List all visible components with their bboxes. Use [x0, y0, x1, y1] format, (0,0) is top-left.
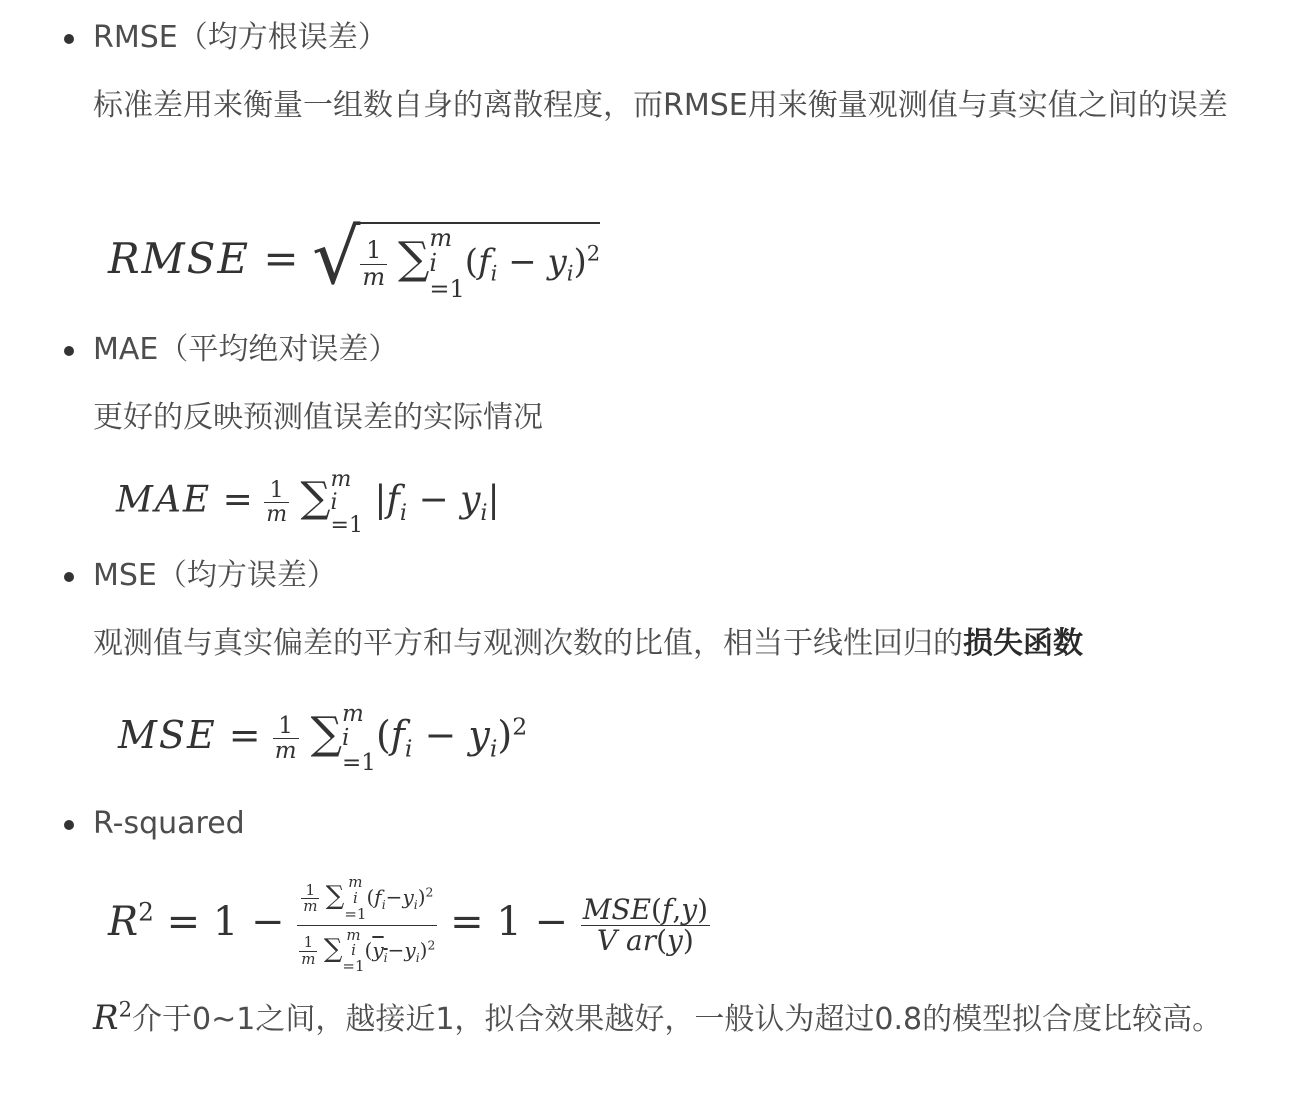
- heading-term: RMSE: [93, 20, 178, 55]
- rsquared-description: [93, 992, 1253, 1046]
- heading-paren: （均方根误差）: [177, 20, 388, 55]
- mae-description: 更好的反映预测值误差的实际情况: [93, 400, 543, 435]
- mse-description-text: 观测值与真实偏差的平方和与观测次数的比值，相当于线性回归的: [93, 626, 963, 661]
- rsquared-heading: R-squared: [93, 806, 245, 841]
- list-bullet: [64, 820, 74, 830]
- list-bullet: [64, 346, 74, 356]
- rsquared-description-text: 介于0~1之间，越接近1，拟合效果越好，一般认为超过0.8的模型拟合度比较高。: [132, 1002, 1223, 1037]
- mse-formula: MSE = $\frac{1}{m}$ ∑ m i =1 $(f_i - y_i)^2$: [118, 701, 528, 776]
- list-bullet: [64, 572, 74, 582]
- mse-description: [93, 618, 1253, 670]
- heading-paren: （平均绝对误差）: [158, 332, 399, 367]
- r-squared-symbol: $R^2$: [93, 996, 133, 1038]
- mae-formula: MAE = $\frac{1}{m}$ ∑ m i =1 $|f_i - y_i|$: [116, 467, 500, 539]
- heading-term: MSE: [93, 558, 157, 593]
- rsquared-formula: $R^2 = 1$ − $\frac{1}{m}$ ∑ m i =1 $(f_i-y_i)^2$ $\frac{1}{m}$ ∑ m i =1 $(y_i-y_i)^2$ = 1 − $\frac{\text{MSE(f,y)}}{\text{V ar(y)}}$: [108, 873, 708, 975]
- rmse-heading: [93, 18, 388, 58]
- heading-term: MAE: [93, 332, 159, 367]
- rmse-description: 标准差用来衡量一组数自身的离散程度，而RMSE用来衡量观测值与真实值之间的误差: [93, 88, 1228, 123]
- mse-description-bold: 损失函数: [963, 626, 1083, 661]
- heading-paren: （均方误差）: [156, 558, 337, 593]
- mse-heading: [93, 556, 337, 596]
- mae-heading: [93, 330, 398, 370]
- rmse-formula: RMSE = √ $\frac{1}{m}$ ∑ m i =1 $(f_i - y_i)^2$: [108, 212, 601, 303]
- list-bullet: [64, 34, 74, 44]
